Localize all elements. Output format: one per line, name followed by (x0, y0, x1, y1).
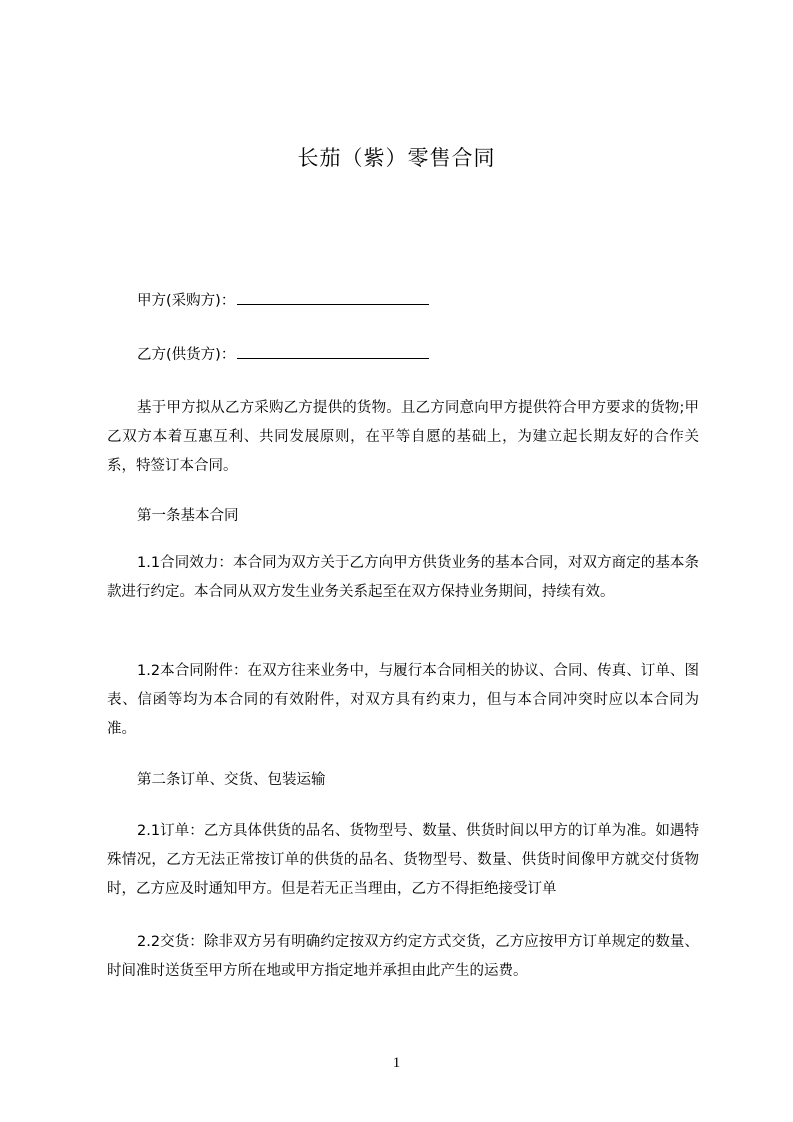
clause-1-2: 1.2本合同附件：在双方往来业务中，与履行本合同相关的协议、合同、传真、订单、图表、信函等均为本合同的有效附件，对双方具有约束力，但与本合同冲突时应以本合同为准。 (107, 663, 699, 737)
page-number: 1 (392, 1055, 401, 1071)
document-title: 长茄（紫）零售合同 (297, 146, 496, 170)
party-b-blank (237, 344, 429, 359)
intro-paragraph: 基于甲方拟从乙方采购乙方提供的货物。且乙方同意向甲方提供符合甲方要求的货物;甲乙双方本着互惠互利、共同发展原则，在平等自愿的基础上，为建立起长期友好的合作关系，特签订本合同。 (107, 400, 699, 474)
party-a-blank (237, 290, 429, 305)
article-2-heading: 第二条订单、交货、包装运输 (137, 772, 326, 788)
party-b-label: 乙方(供货方)： (137, 347, 236, 363)
clause-2-2: 2.2交货：除非双方另有明确约定按双方约定方式交货，乙方应按甲方订单规定的数量、时间准时送货至甲方所在地或甲方指定地并承担由此产生的运费。 (107, 934, 699, 979)
party-b-line (137, 344, 429, 365)
clause-1-1: 1.1合同效力：本合同为双方关于乙方向甲方供货业务的基本合同，对双方商定的基本条款进行约定。本合同从双方发生业务关系起至在双方保持业务期间，持续有效。 (107, 555, 699, 600)
party-a-line (137, 290, 429, 311)
article-1-heading: 第一条基本合同 (137, 508, 239, 524)
clause-2-1: 2.1订单：乙方具体供货的品名、货物型号、数量、供货时间以甲方的订单为准。如遇特殊情况，乙方无法正常按订单的供货的品名、货物型号、数量、供货时间像甲方就交付货物时，乙方应及时通知甲方。但是若无正当理由，乙方不得拒绝接受订单 (107, 823, 699, 897)
party-a-label: 甲方(采购方)： (137, 293, 236, 309)
